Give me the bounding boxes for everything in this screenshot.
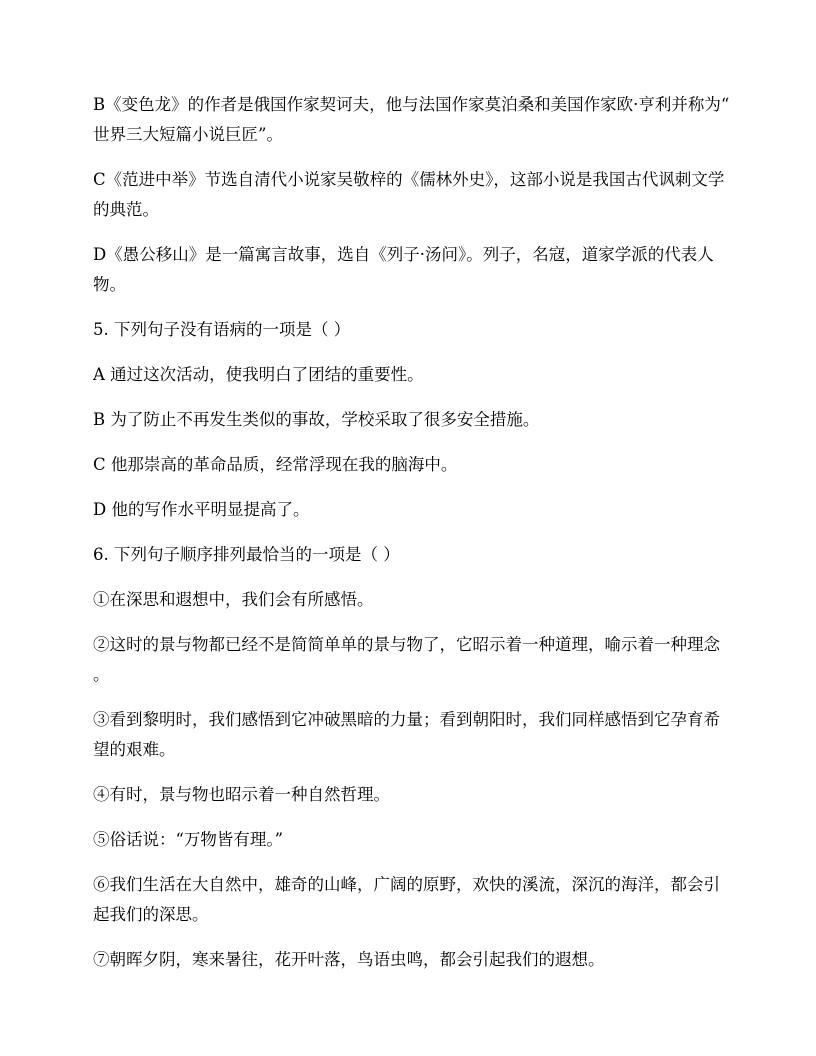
q6-sentence-1 — [93, 585, 753, 615]
q6-sentence-6 — [93, 870, 753, 930]
text-line: A 通过这次活动，使我明白了团结的重要性。 — [93, 365, 424, 384]
q5-option-a — [93, 360, 753, 390]
text-line: 的典范。 — [93, 200, 159, 219]
document-page — [93, 90, 753, 990]
q6-sentence-2 — [93, 630, 753, 690]
q5-option-b — [93, 405, 753, 435]
text-line: C《范进中举》节选自清代小说家吴敬梓的《儒林外史》，这部小说是我国古代讽刺文学 — [93, 170, 725, 189]
q4-option-c — [93, 165, 753, 225]
text-line: C 他那崇高的革命品质，经常浮现在我的脑海中。 — [93, 455, 458, 474]
text-line: ③看到黎明时，我们感悟到它冲破黑暗的力量；看到朝阳时，我们同样感悟到它孕育希 — [93, 710, 720, 729]
text-line: ②这时的景与物都已经不是简简单单的景与物了，它昭示着一种道理，喻示着一种理念 — [93, 635, 720, 654]
text-line: ①在深思和遐想中，我们会有所感悟。 — [93, 590, 374, 609]
text-line: 望的艰难。 — [93, 740, 176, 759]
q4-option-b — [93, 90, 753, 150]
q6-stem — [93, 540, 753, 570]
q6-sentence-5 — [93, 825, 753, 855]
text-line: B 为了防止不再发生类似的事故，学校采取了很多安全措施。 — [93, 410, 540, 429]
text-line: 物。 — [93, 275, 126, 294]
q6-sentence-7 — [93, 945, 753, 975]
q6-sentence-4 — [93, 780, 753, 810]
text-line: D 他的写作水平明显提高了。 — [93, 500, 310, 519]
text-line: D《愚公移山》是一篇寓言故事，选自《列子·汤问》。列子，名寇，道家学派的代表人 — [93, 245, 714, 264]
q5-option-c — [93, 450, 753, 480]
text-line: ④有时，景与物也昭示着一种自然哲理。 — [93, 785, 390, 804]
q5-option-d — [93, 495, 753, 525]
question-stem: 6. 下列句子顺序排列最恰当的一项是（ ） — [93, 545, 400, 564]
q4-option-d — [93, 240, 753, 300]
text-line: ⑥我们生活在大自然中，雄奇的山峰，广阔的原野，欢快的溪流，深沉的海洋，都会引 — [93, 875, 720, 894]
text-line: B《变色龙》的作者是俄国作家契诃夫，他与法国作家莫泊桑和美国作家欧·亨利并称为“ — [93, 95, 730, 114]
text-line: 世界三大短篇小说巨匠”。 — [93, 125, 283, 144]
text-line: ⑦朝晖夕阴，寒来暑往，花开叶落，鸟语虫鸣，都会引起我们的遐想。 — [93, 950, 605, 969]
text-line: 。 — [93, 665, 110, 684]
question-stem: 5. 下列句子没有语病的一项是（ ） — [93, 320, 351, 339]
q5-stem — [93, 315, 753, 345]
text-line: 起我们的深思。 — [93, 905, 209, 924]
text-line: ⑤俗话说：“万物皆有理。” — [93, 830, 284, 849]
q6-sentence-3 — [93, 705, 753, 765]
